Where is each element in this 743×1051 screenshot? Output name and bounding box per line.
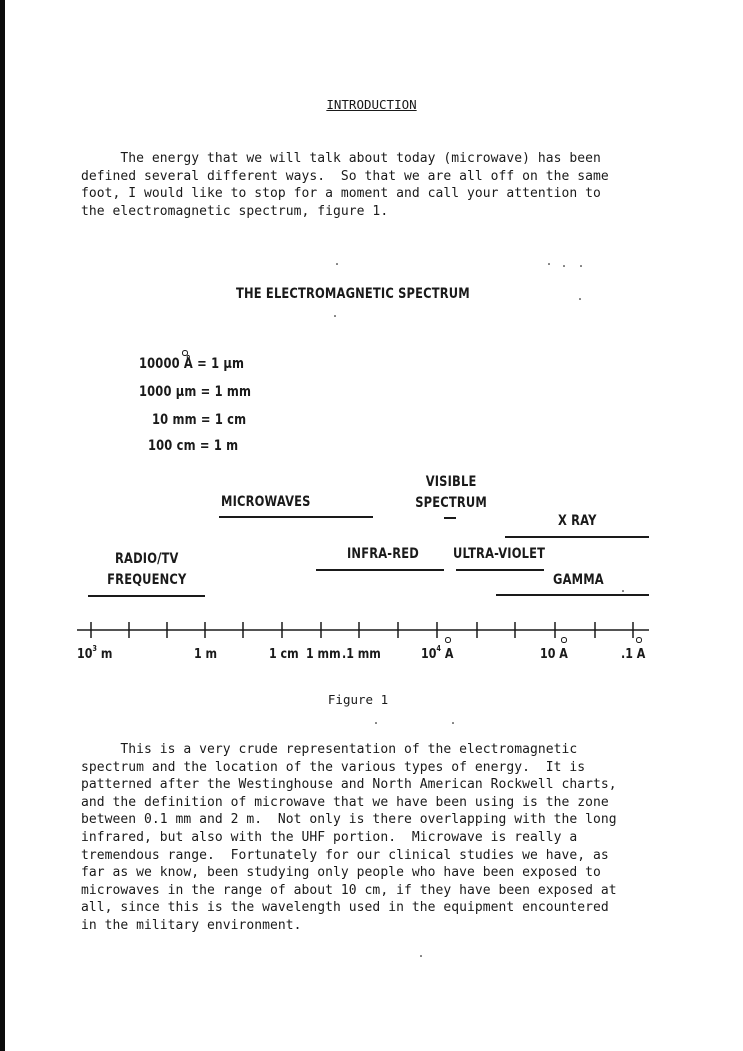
band-microwaves: MICROWAVES: [221, 494, 311, 510]
scan-speck: [336, 263, 338, 265]
scale-label-1mm: 1 mm: [306, 646, 341, 662]
conversion-3: 10 mm = 1 cm: [152, 412, 247, 428]
scale-label-point1mm: .1 mm: [342, 646, 381, 662]
p1-line: The energy that we will talk about today (microwave) has been: [81, 151, 601, 166]
scale-label-10A: 10 A: [540, 646, 568, 662]
conversion-2: 1000 µm = 1 mm: [139, 384, 252, 400]
conversion-4: 100 cm = 1 m: [148, 438, 239, 454]
p2-line: This is a very crude representation of the electromagnetic: [81, 742, 578, 757]
p2-line: microwaves in the range of about 10 cm, if they have been exposed at: [81, 882, 617, 898]
section-heading: INTRODUCTION: [326, 97, 417, 112]
p2-line: far as we know, been studying only people who have been exposed to: [81, 865, 601, 881]
p2-line: tremendous range. Fortunately for our clinical studies we have, as: [81, 847, 609, 863]
band-visible-line1: VISIBLE: [425, 474, 477, 490]
angstrom-ring: [561, 637, 567, 643]
scale-label-10e4A: $10^4$ A: [421, 644, 454, 662]
scale-label-1m: 1 m: [194, 646, 218, 662]
angstrom-ring: [182, 350, 188, 356]
figure-title: THE ELECTROMAGNETIC SPECTRUM: [236, 286, 470, 302]
p2-line: between 0.1 mm and 2 m. Not only is there overlapping with the long: [81, 812, 617, 828]
p2-line: infrared, but also with the UHF portion. Microwave is really a: [81, 829, 578, 845]
angstrom-ring: [445, 637, 451, 643]
figure-caption: Figure 1: [327, 692, 389, 707]
band-visible-line2: SPECTRUM: [415, 495, 487, 511]
scan-speck: [579, 298, 581, 300]
p2-line: spectrum and the location of the various types of energy. It is: [81, 759, 586, 775]
body-paragraph: [81, 741, 666, 935]
band-infrared: INFRA-RED: [347, 546, 419, 562]
scan-speck: [334, 315, 336, 317]
p1-line: defined several different ways. So that we are all off on the same: [81, 168, 609, 184]
band-gamma: GAMMA: [553, 572, 604, 588]
scale-label-point1A: .1 A: [621, 646, 646, 662]
scale-label-1cm: 1 cm: [269, 646, 299, 662]
p1-line: foot, I would like to stop for a moment and call your attention to: [81, 186, 601, 202]
band-radio-line2: FREQUENCY: [107, 572, 187, 588]
scan-speck: [375, 722, 377, 724]
p2-line: and the definition of microwave that we have been using is the zone: [81, 794, 609, 810]
band-radio-line1: RADIO/TV: [115, 551, 179, 567]
p2-line: patterned after the Westinghouse and North American Rockwell charts,: [81, 777, 617, 793]
scan-speck: [622, 590, 624, 592]
p2-line: all, since this is the wavelength used in the equipment encountered: [81, 900, 609, 916]
scan-speck: [452, 722, 454, 724]
scan-speck: [548, 263, 550, 265]
band-xray: X RAY: [558, 513, 597, 529]
scale-label-1000m: $10^3$ m: [77, 644, 113, 662]
angstrom-ring: [636, 637, 642, 643]
p1-line: the electromagnetic spectrum, figure 1.: [81, 203, 389, 219]
conversion-1: 10000 Å = 1 µm: [139, 356, 245, 372]
band-ultraviolet: ULTRA-VIOLET: [453, 546, 546, 562]
p2-line: in the military environment.: [81, 917, 302, 933]
scan-speck: [563, 265, 565, 267]
scan-speck: [580, 265, 582, 267]
scan-speck: [420, 955, 422, 957]
